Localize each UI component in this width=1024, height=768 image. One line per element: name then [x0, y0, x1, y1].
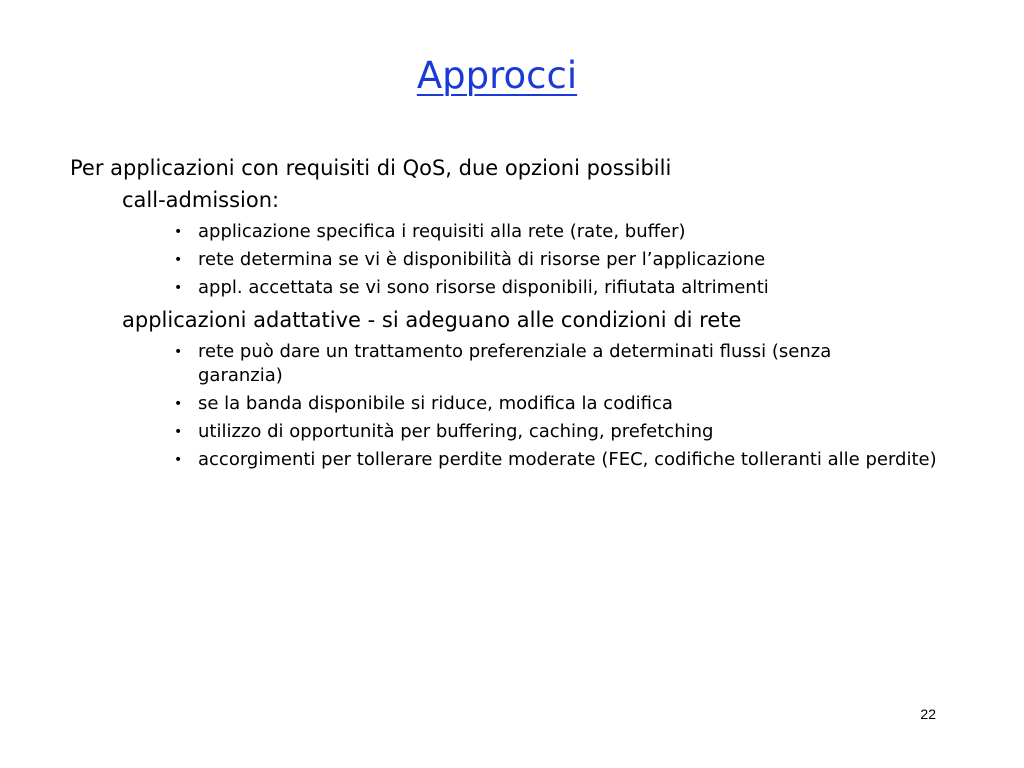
bullet-icon: •	[174, 344, 183, 360]
bullet-text: applicazione specifica i requisiti alla rete (rate, buffer)	[198, 221, 686, 242]
bullet-text: rete può dare un trattamento preferenziale a determinati flussi (senza garanzia)	[198, 341, 832, 386]
bullet-icon: •	[174, 224, 183, 240]
adaptive-apps-bullet-list	[70, 340, 970, 472]
call-admission-bullet-list	[70, 220, 970, 300]
bullet-text: appl. accettata se vi sono risorse disponibili, rifiutata altrimenti	[198, 277, 769, 298]
list-item	[70, 276, 838, 300]
bullet-icon: •	[174, 252, 183, 268]
bullet-text: se la banda disponibile si riduce, modifica la codifica	[198, 393, 673, 414]
intro-line: Per applicazioni con requisiti di QoS, due opzioni possibili	[70, 156, 672, 180]
bullet-text: accorgimenti per tollerare perdite moderate (FEC, codifiche tolleranti alle perdite)	[198, 449, 937, 470]
section-heading-adaptive-apps: applicazioni adattative - si adeguano alle condizioni di rete	[122, 308, 742, 332]
slide-body	[70, 152, 970, 476]
bullet-icon: •	[174, 280, 183, 296]
bullet-text: utilizzo di opportunità per buffering, caching, prefetching	[198, 421, 714, 442]
list-item	[70, 220, 838, 244]
list-item	[70, 448, 938, 472]
bullet-icon: •	[174, 396, 183, 412]
list-item	[70, 340, 838, 388]
bullet-icon: •	[174, 424, 183, 440]
section-heading-call-admission: call-admission:	[122, 188, 280, 212]
bullet-text: rete determina se vi è disponibilità di risorse per l’applicazione	[198, 249, 766, 270]
slide-title: Approcci	[416, 54, 578, 97]
list-item	[70, 392, 938, 416]
bullet-icon: •	[174, 452, 183, 468]
page-number: 22	[920, 706, 936, 722]
list-item	[70, 420, 938, 444]
list-item	[70, 248, 838, 272]
